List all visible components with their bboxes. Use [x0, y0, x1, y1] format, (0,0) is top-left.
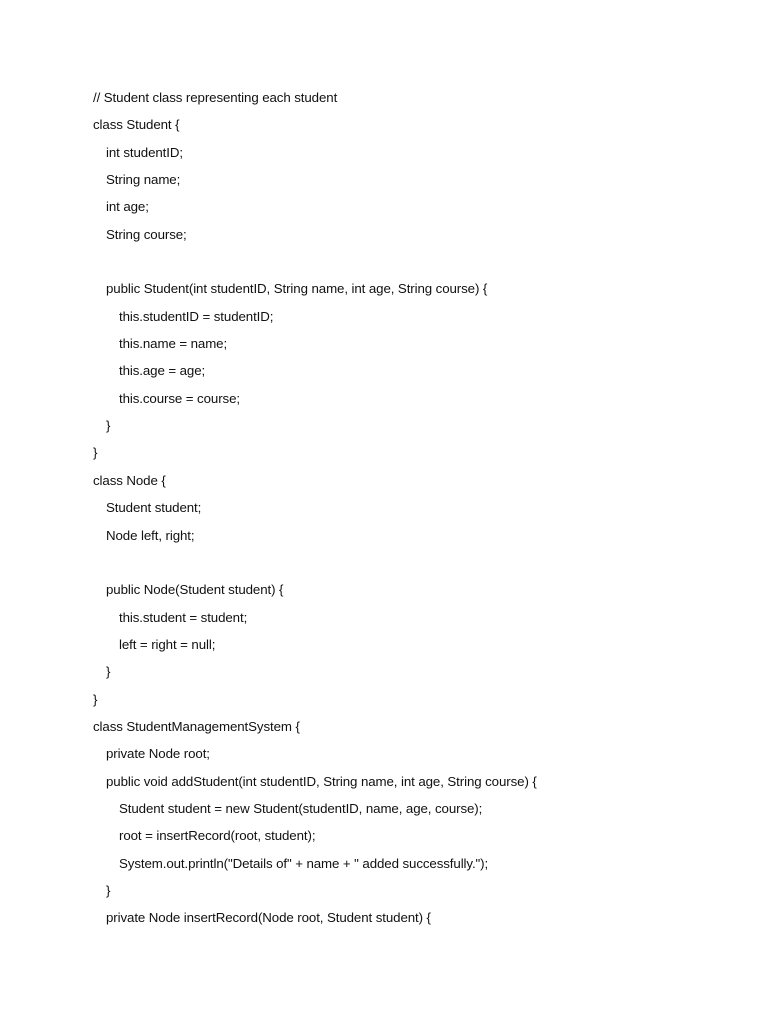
code-line: this.student = student;	[119, 609, 248, 625]
code-line: this.studentID = studentID;	[119, 308, 274, 324]
code-line: }	[106, 418, 111, 434]
code-line: public Node(Student student) {	[106, 582, 284, 598]
code-listing	[93, 84, 733, 932]
code-line: class Student {	[93, 117, 180, 133]
code-line: this.name = name;	[119, 336, 228, 352]
code-line: Node left, right;	[106, 527, 195, 543]
code-line: Student student;	[106, 500, 202, 516]
code-line: }	[93, 691, 98, 707]
code-line: }	[106, 664, 111, 680]
code-line: System.out.println("Details of" + name + " added successfully.");	[119, 855, 489, 871]
code-line: root = insertRecord(root, student);	[119, 828, 316, 844]
code-line: int age;	[106, 199, 149, 215]
code-line: left = right = null;	[119, 636, 216, 652]
blank-line	[93, 549, 733, 576]
code-line: }	[93, 445, 98, 461]
code-line: public Student(int studentID, String name, int age, String course) {	[106, 281, 488, 297]
code-line: private Node insertRecord(Node root, Student student) {	[106, 910, 431, 926]
code-line: String course;	[106, 226, 187, 242]
code-line: this.course = course;	[119, 390, 240, 406]
code-line: Student student = new Student(studentID, name, age, course);	[119, 800, 483, 816]
code-line: class Node {	[93, 472, 166, 488]
code-line: this.age = age;	[119, 363, 206, 379]
code-line: // Student class representing each student	[93, 90, 338, 105]
code-line: class StudentManagementSystem {	[93, 718, 300, 734]
code-line: public void addStudent(int studentID, String name, int age, String course) {	[106, 773, 537, 789]
code-line: }	[106, 882, 111, 898]
blank-line	[93, 248, 733, 275]
code-line: String name;	[106, 172, 181, 188]
code-line: private Node root;	[106, 746, 210, 762]
code-line: int studentID;	[106, 144, 183, 160]
